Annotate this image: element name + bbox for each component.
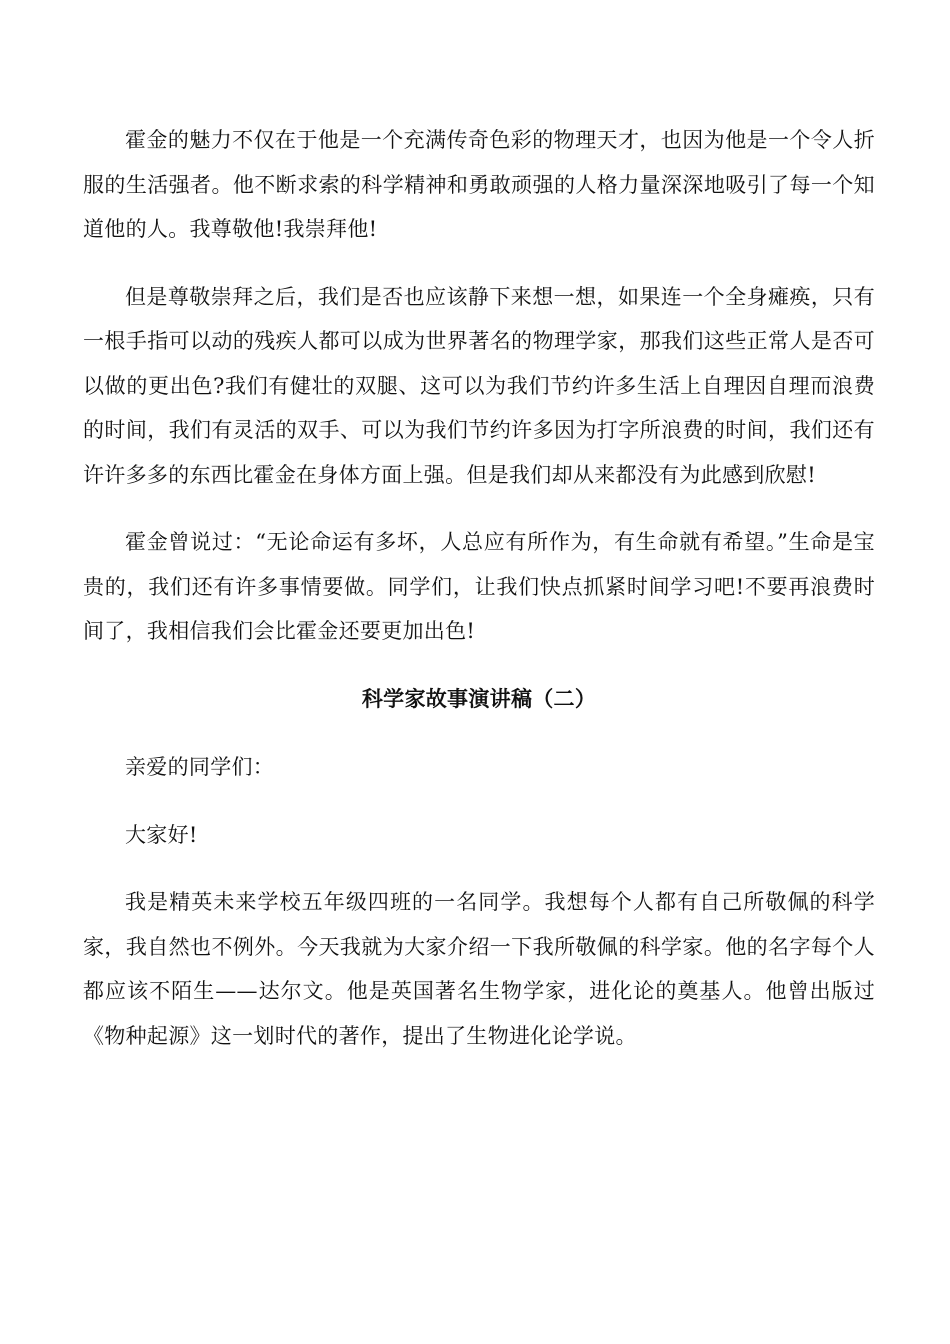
paragraph-darwin-intro: 我是精英未来学校五年级四班的一名同学。我想每个人都有自己所敬佩的科学家，我自然也不例外。今天我就为大家介绍一下我所敬佩的科学家。他的名字每个人都应该不陌生——达尔文。他是英国著名生物学家，进化论的奠基人。他曾出版过《物种起源》这一划时代的著作，提出了生物进化论学说。: [83, 890, 875, 1048]
paragraph-hawking-charm: 霍金的魅力不仅在于他是一个充满传奇色彩的物理天才，也因为他是一个令人折服的生活强者。他不断求索的科学精神和勇敢顽强的人格力量深深地吸引了每一个知道他的人。我尊敬他!我崇拜他!: [83, 128, 875, 241]
paragraph-reflection: 但是尊敬崇拜之后，我们是否也应该静下来想一想，如果连一个全身瘫痪，只有一根手指可以动的残疾人都可以成为世界著名的物理学家，那我们这些正常人是否可以做的更出色?我们有健壮的双腿、这可以为我们节约许多生活上自理因自理而浪费的时间，我们有灵活的双手、可以为我们节约许多因为打字所浪费的时间，我们还有许许多多的东西比霍金在身体方面上强。但是我们却从来都没有为此感到欣慰!: [83, 284, 875, 487]
section-title: 科学家故事演讲稿（二）: [361, 685, 597, 711]
greeting: 大家好!: [125, 822, 198, 847]
salutation: 亲爱的同学们：: [125, 755, 275, 779]
document-page: [83, 118, 875, 1058]
paragraph-hawking-quote: 霍金曾说过：“无论命运有多坏，人总应有所作为，有生命就有希望。”生命是宝贵的，我们还有许多事情要做。同学们，让我们快点抓紧时间学习吧!不要再浪费时间了，我相信我们会比霍金还要更加出色!: [83, 530, 875, 643]
